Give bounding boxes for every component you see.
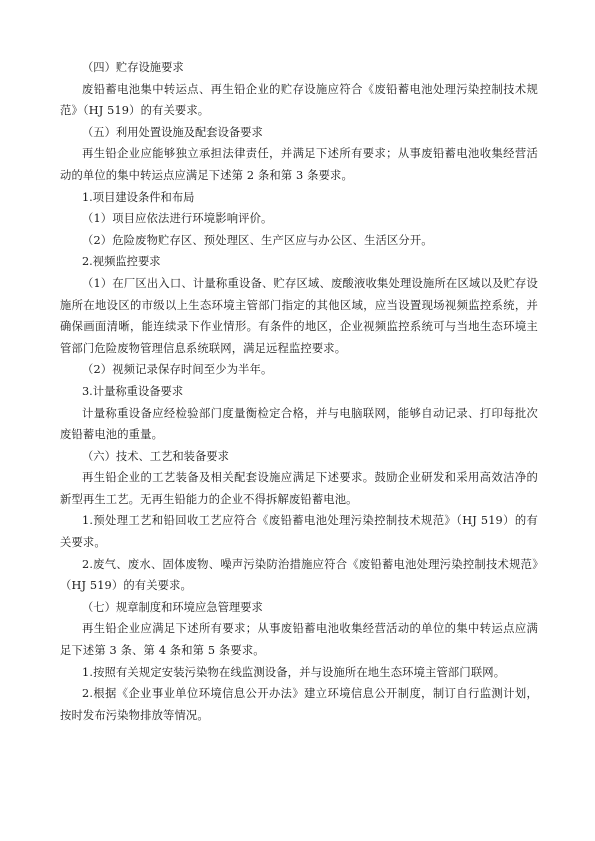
- paragraph: 再生铅企业的工艺装备及相关配套设施应满足下述要求。鼓励企业研发和采用高效洁净的新型再生工艺。无再生铅能力的企业不得拆解废铅蓄电池。: [60, 471, 538, 506]
- paragraph: 再生铅企业应能够独立承担法律责任，并满足下述所有要求；从事废铅蓄电池收集经营活动的单位的集中转运点应满足下述第 2 条和第 3 条要求。: [60, 147, 538, 182]
- paragraph: 1.按照有关规定安装污染物在线监测设备，并与设施所在地生态环境主管部门联网。: [82, 665, 506, 679]
- paragraph: 废铅蓄电池集中转运点、再生铅企业的贮存设施应符合《废铅蓄电池处理污染控制技术规范》（HJ 519）的有关要求。: [60, 82, 538, 118]
- subheading-layout: 1.项目建设条件和布局: [82, 190, 195, 204]
- paragraph: （2）视频记录保存时间至少为半年。: [82, 363, 273, 377]
- paragraph: 2.根据《企业事业单位环境信息公开办法》建立环境信息公开制度，制订自行监测计划，按时发布污染物排放等情况。: [60, 687, 538, 722]
- section-heading-technology: （六）技术、工艺和装备要求: [82, 449, 229, 463]
- subheading-video: 2.视频监控要求: [82, 255, 161, 269]
- document-body: [60, 57, 538, 726]
- paragraph: 计量称重设备应经检验部门度量衡检定合格，并与电脑联网，能够自动记录、打印每批次废铅蓄电池的重量。: [60, 406, 538, 442]
- section-heading-facilities: （五）利用处置设施及配套设备要求: [82, 125, 263, 139]
- section-heading-storage: （四）贮存设施要求: [82, 61, 184, 74]
- paragraph: （2）危险废物贮存区、预处理区、生产区应与办公区、生活区分开。: [82, 233, 433, 247]
- subheading-weighing: 3.计量称重设备要求: [82, 384, 184, 398]
- section-heading-management: （七）规章制度和环境应急管理要求: [82, 600, 263, 614]
- paragraph: 再生铅企业应满足下述所有要求；从事废铅蓄电池收集经营活动的单位的集中转运点应满足下述第 3 条、第 4 条和第 5 条要求。: [60, 622, 538, 658]
- paragraph: 1.预处理工艺和铅回收工艺应符合《废铅蓄电池处理污染控制技术规范》（HJ 519）的有关要求。: [60, 514, 538, 550]
- paragraph: （1）在厂区出入口、计量称重设备、贮存区域、废酸液收集处理设施所在区域以及贮存设施所在地设区的市级以上生态环境主管部门指定的其他区域，应当设置现场视频监控系统，并确保画面清晰，能连续录下作业情形。有条件的地区，企业视频监控系统可与当地生态环境主管部门危险废物管理信息系统联网，满足远程监控要求。: [60, 276, 538, 355]
- paragraph: （1）项目应依法进行环境影响评价。: [82, 212, 273, 226]
- paragraph: 2.废气、废水、固体废物、噪声污染防治措施应符合《废铅蓄电池处理污染控制技术规范》（HJ 519）的有关要求。: [60, 557, 538, 593]
